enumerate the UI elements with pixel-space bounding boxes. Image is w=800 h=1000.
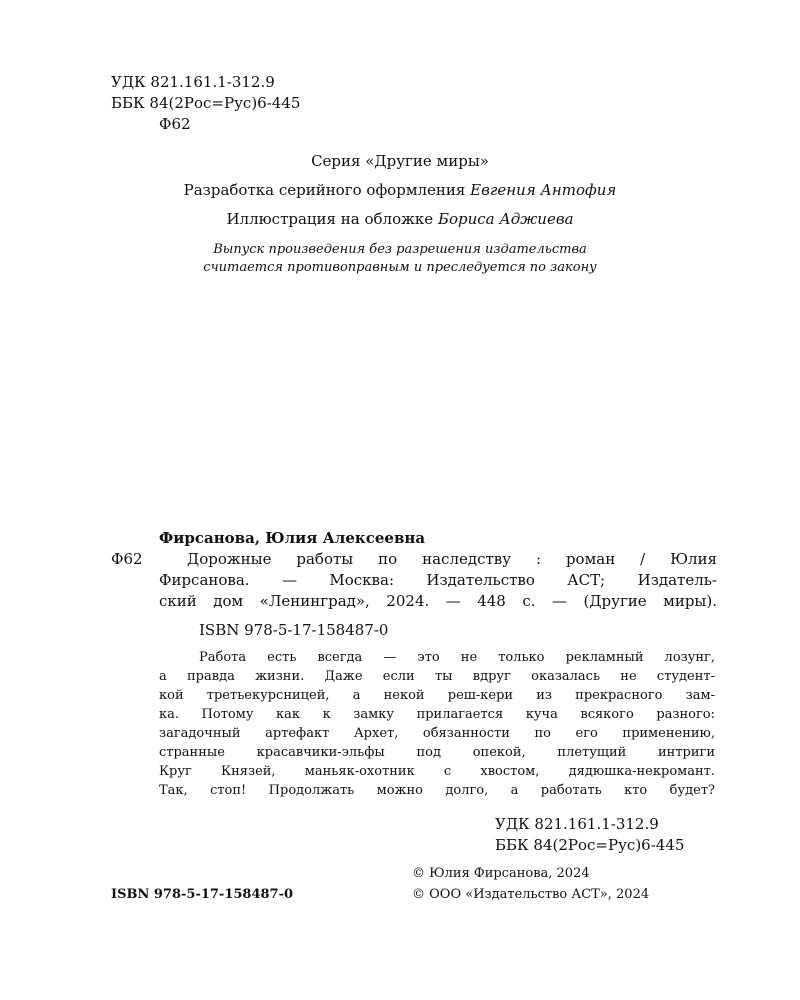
annotation-line-4: ка. Потому как к замку прилагается куча всякого разного: xyxy=(159,707,715,722)
series-line: Серия «Другие миры» xyxy=(311,152,489,170)
catalog-mark: Ф62 xyxy=(111,550,143,568)
catalog-author-heading: Фирсанова, Юлия Алексеевна xyxy=(159,529,426,547)
catalog-entry-line-1: Дорожные работы по наследству : роман / Юлия xyxy=(187,550,717,568)
copyright-publisher: © ООО «Издательство АСТ», 2024 xyxy=(412,887,650,902)
catalog-entry-line-2: Фирсанова. — Москва: Издательство АСТ; Издатель- xyxy=(159,571,717,589)
annotation-line-5: загадочный артефакт Архет, обязанности по его применению, xyxy=(159,726,715,741)
design-credit-prefix: Разработка серийного оформления xyxy=(183,181,466,199)
annotation-line-8: Так, стоп! Продолжать можно долго, а работать кто будет? xyxy=(159,783,715,798)
copyright-author: © Юлия Фирсанова, 2024 xyxy=(412,866,590,881)
bbk-code-top: ББК 84(2Рос=Рус)6-445 xyxy=(111,94,301,112)
catalog-entry-line-3: ский дом «Ленинград», 2024. — 448 с. — (Другие миры). xyxy=(159,592,717,610)
annotation-line-3: кой третьекурсницей, а некой реш-кери из прекрасного зам- xyxy=(159,688,715,703)
design-credit xyxy=(0,180,800,200)
udk-code-bottom: УДК 821.161.1-312.9 xyxy=(495,815,659,833)
legal-notice-line-1: Выпуск произведения без разрешения издательства xyxy=(213,242,587,257)
catalog-isbn: ISBN 978-5-17-158487-0 xyxy=(199,621,389,639)
isbn-bottom: ISBN 978-5-17-158487-0 xyxy=(111,887,294,902)
cover-credit xyxy=(0,209,800,229)
udk-code-top: УДК 821.161.1-312.9 xyxy=(111,73,275,91)
cover-credit-name: Бориса Аджиева xyxy=(437,210,574,228)
annotation-line-2: а правда жизни. Даже если ты вдруг оказалась не студент- xyxy=(159,669,715,684)
annotation-line-7: Круг Князей, маньяк-охотник с хвостом, дядюшка-некромант. xyxy=(159,764,715,779)
design-credit-name: Евгения Антофия xyxy=(470,181,617,199)
bbk-code-bottom: ББК 84(2Рос=Рус)6-445 xyxy=(495,836,685,854)
legal-notice-line-2: считается противоправным и преследуется по закону xyxy=(203,260,597,275)
annotation-line-1: Работа есть всегда — это не только рекламный лозунг, xyxy=(199,650,715,665)
cover-credit-prefix: Иллюстрация на обложке xyxy=(226,210,434,228)
author-mark-top: Ф62 xyxy=(159,115,191,133)
annotation-line-6: странные красавчики-эльфы под опекой, плетущий интриги xyxy=(159,745,715,760)
